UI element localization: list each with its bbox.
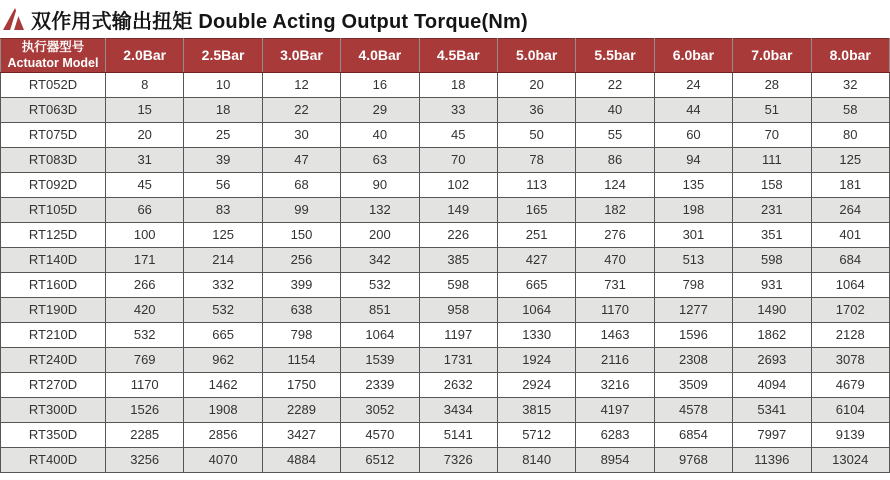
torque-value-cell: 1462 — [184, 372, 262, 397]
torque-value-cell: 200 — [341, 222, 419, 247]
model-cell: RT190D — [1, 297, 106, 322]
torque-value-cell: 18 — [419, 72, 497, 97]
torque-value-cell: 3434 — [419, 397, 497, 422]
torque-value-cell: 1170 — [576, 297, 654, 322]
model-cell: RT125D — [1, 222, 106, 247]
torque-value-cell: 420 — [106, 297, 184, 322]
pressure-column-header: 2.0Bar — [106, 39, 184, 73]
pressure-column-header: 3.0Bar — [262, 39, 340, 73]
torque-value-cell: 264 — [811, 197, 889, 222]
torque-value-cell: 63 — [341, 147, 419, 172]
model-cell: RT240D — [1, 347, 106, 372]
table-row — [1, 397, 890, 422]
torque-value-cell: 30 — [262, 122, 340, 147]
torque-value-cell: 1731 — [419, 347, 497, 372]
torque-value-cell: 399 — [262, 272, 340, 297]
torque-value-cell: 56 — [184, 172, 262, 197]
torque-value-cell: 94 — [654, 147, 732, 172]
torque-value-cell: 58 — [811, 97, 889, 122]
torque-value-cell: 851 — [341, 297, 419, 322]
torque-value-cell: 301 — [654, 222, 732, 247]
torque-value-cell: 9768 — [654, 447, 732, 472]
torque-value-cell: 149 — [419, 197, 497, 222]
model-column-header — [1, 39, 106, 73]
torque-value-cell: 1330 — [497, 322, 575, 347]
pressure-column-header: 4.5Bar — [419, 39, 497, 73]
torque-value-cell: 1463 — [576, 322, 654, 347]
torque-value-cell: 1064 — [497, 297, 575, 322]
torque-value-cell: 351 — [733, 222, 811, 247]
torque-value-cell: 111 — [733, 147, 811, 172]
torque-value-cell: 401 — [811, 222, 889, 247]
torque-value-cell: 70 — [733, 122, 811, 147]
torque-value-cell: 8140 — [497, 447, 575, 472]
torque-value-cell: 1064 — [811, 272, 889, 297]
torque-value-cell: 66 — [106, 197, 184, 222]
torque-value-cell: 1908 — [184, 397, 262, 422]
table-row — [1, 222, 890, 247]
torque-value-cell: 1526 — [106, 397, 184, 422]
torque-value-cell: 2308 — [654, 347, 732, 372]
torque-value-cell: 12 — [262, 72, 340, 97]
torque-value-cell: 1277 — [654, 297, 732, 322]
torque-value-cell: 2693 — [733, 347, 811, 372]
torque-value-cell: 1539 — [341, 347, 419, 372]
model-cell: RT160D — [1, 272, 106, 297]
torque-value-cell: 6283 — [576, 422, 654, 447]
torque-value-cell: 5141 — [419, 422, 497, 447]
torque-value-cell: 9139 — [811, 422, 889, 447]
torque-value-cell: 931 — [733, 272, 811, 297]
torque-table — [0, 38, 890, 473]
model-cell: RT083D — [1, 147, 106, 172]
torque-value-cell: 7997 — [733, 422, 811, 447]
table-body — [1, 72, 890, 472]
torque-value-cell: 332 — [184, 272, 262, 297]
torque-value-cell: 18 — [184, 97, 262, 122]
torque-value-cell: 3216 — [576, 372, 654, 397]
torque-value-cell: 266 — [106, 272, 184, 297]
model-cell: RT210D — [1, 322, 106, 347]
torque-value-cell: 769 — [106, 347, 184, 372]
table-row — [1, 447, 890, 472]
torque-value-cell: 86 — [576, 147, 654, 172]
torque-value-cell: 24 — [654, 72, 732, 97]
torque-value-cell: 28 — [733, 72, 811, 97]
model-cell: RT092D — [1, 172, 106, 197]
table-row — [1, 322, 890, 347]
table-row — [1, 72, 890, 97]
torque-value-cell: 2924 — [497, 372, 575, 397]
torque-value-cell: 251 — [497, 222, 575, 247]
torque-value-cell: 2289 — [262, 397, 340, 422]
pressure-column-header: 2.5Bar — [184, 39, 262, 73]
torque-value-cell: 45 — [419, 122, 497, 147]
torque-value-cell: 5712 — [497, 422, 575, 447]
torque-value-cell: 1924 — [497, 347, 575, 372]
torque-value-cell: 2632 — [419, 372, 497, 397]
model-cell: RT052D — [1, 72, 106, 97]
torque-value-cell: 158 — [733, 172, 811, 197]
torque-value-cell: 2285 — [106, 422, 184, 447]
torque-value-cell: 598 — [733, 247, 811, 272]
torque-value-cell: 3052 — [341, 397, 419, 422]
torque-value-cell: 10 — [184, 72, 262, 97]
torque-value-cell: 214 — [184, 247, 262, 272]
torque-value-cell: 100 — [106, 222, 184, 247]
torque-value-cell: 427 — [497, 247, 575, 272]
pressure-column-header: 8.0bar — [811, 39, 889, 73]
torque-value-cell: 165 — [497, 197, 575, 222]
model-cell: RT140D — [1, 247, 106, 272]
torque-value-cell: 150 — [262, 222, 340, 247]
torque-value-cell: 4197 — [576, 397, 654, 422]
torque-value-cell: 198 — [654, 197, 732, 222]
torque-value-cell: 513 — [654, 247, 732, 272]
torque-value-cell: 226 — [419, 222, 497, 247]
torque-value-cell: 11396 — [733, 447, 811, 472]
model-cell: RT300D — [1, 397, 106, 422]
table-row — [1, 347, 890, 372]
table-row — [1, 97, 890, 122]
torque-value-cell: 532 — [184, 297, 262, 322]
torque-value-cell: 598 — [419, 272, 497, 297]
model-cell: RT063D — [1, 97, 106, 122]
torque-value-cell: 532 — [106, 322, 184, 347]
torque-value-cell: 60 — [654, 122, 732, 147]
torque-value-cell: 1596 — [654, 322, 732, 347]
pressure-column-header: 7.0bar — [733, 39, 811, 73]
torque-value-cell: 342 — [341, 247, 419, 272]
table-row — [1, 422, 890, 447]
torque-value-cell: 125 — [184, 222, 262, 247]
torque-value-cell: 2339 — [341, 372, 419, 397]
torque-value-cell: 83 — [184, 197, 262, 222]
table-row — [1, 122, 890, 147]
torque-value-cell: 40 — [576, 97, 654, 122]
torque-value-cell: 15 — [106, 97, 184, 122]
table-header-row — [1, 39, 890, 73]
model-cell: RT350D — [1, 422, 106, 447]
torque-value-cell: 13024 — [811, 447, 889, 472]
torque-value-cell: 36 — [497, 97, 575, 122]
torque-value-cell: 684 — [811, 247, 889, 272]
torque-value-cell: 50 — [497, 122, 575, 147]
torque-value-cell: 78 — [497, 147, 575, 172]
torque-value-cell: 1170 — [106, 372, 184, 397]
torque-value-cell: 181 — [811, 172, 889, 197]
torque-value-cell: 2856 — [184, 422, 262, 447]
torque-value-cell: 665 — [184, 322, 262, 347]
torque-value-cell: 231 — [733, 197, 811, 222]
torque-value-cell: 22 — [576, 72, 654, 97]
table-row — [1, 197, 890, 222]
torque-value-cell: 39 — [184, 147, 262, 172]
torque-value-cell: 1064 — [341, 322, 419, 347]
torque-value-cell: 45 — [106, 172, 184, 197]
model-column-header-zh: 执行器型号 — [21, 40, 85, 54]
torque-value-cell: 4094 — [733, 372, 811, 397]
torque-value-cell: 16 — [341, 72, 419, 97]
torque-value-cell: 8 — [106, 72, 184, 97]
torque-value-cell: 1154 — [262, 347, 340, 372]
model-cell: RT105D — [1, 197, 106, 222]
page-title: 双作用式输出扭矩 Double Acting Output Torque(Nm) — [31, 10, 528, 33]
torque-value-cell: 276 — [576, 222, 654, 247]
torque-value-cell: 1862 — [733, 322, 811, 347]
torque-value-cell: 124 — [576, 172, 654, 197]
torque-value-cell: 532 — [341, 272, 419, 297]
pressure-column-header: 6.0bar — [654, 39, 732, 73]
torque-value-cell: 113 — [497, 172, 575, 197]
torque-value-cell: 20 — [106, 122, 184, 147]
brand-logo-icon — [2, 6, 24, 32]
torque-value-cell: 90 — [341, 172, 419, 197]
table-row — [1, 372, 890, 397]
pressure-column-header: 5.0bar — [497, 39, 575, 73]
torque-value-cell: 6854 — [654, 422, 732, 447]
torque-value-cell: 256 — [262, 247, 340, 272]
pressure-column-header: 4.0Bar — [341, 39, 419, 73]
torque-value-cell: 31 — [106, 147, 184, 172]
table-row — [1, 172, 890, 197]
torque-value-cell: 958 — [419, 297, 497, 322]
torque-value-cell: 20 — [497, 72, 575, 97]
model-cell: RT270D — [1, 372, 106, 397]
torque-value-cell: 32 — [811, 72, 889, 97]
torque-value-cell: 25 — [184, 122, 262, 147]
torque-value-cell: 29 — [341, 97, 419, 122]
torque-value-cell: 1750 — [262, 372, 340, 397]
torque-value-cell: 3509 — [654, 372, 732, 397]
torque-value-cell: 2128 — [811, 322, 889, 347]
torque-value-cell: 5341 — [733, 397, 811, 422]
torque-value-cell: 4884 — [262, 447, 340, 472]
torque-value-cell: 80 — [811, 122, 889, 147]
torque-value-cell: 6512 — [341, 447, 419, 472]
torque-value-cell: 132 — [341, 197, 419, 222]
model-cell: RT075D — [1, 122, 106, 147]
table-row — [1, 272, 890, 297]
torque-value-cell: 3078 — [811, 347, 889, 372]
torque-value-cell: 1702 — [811, 297, 889, 322]
torque-value-cell: 182 — [576, 197, 654, 222]
pressure-column-header: 5.5bar — [576, 39, 654, 73]
torque-value-cell: 8954 — [576, 447, 654, 472]
torque-value-cell: 6104 — [811, 397, 889, 422]
model-column-header-en: Actuator Model — [7, 56, 99, 71]
torque-value-cell: 3815 — [497, 397, 575, 422]
torque-value-cell: 33 — [419, 97, 497, 122]
table-row — [1, 147, 890, 172]
torque-value-cell: 3256 — [106, 447, 184, 472]
table-row — [1, 247, 890, 272]
torque-value-cell: 68 — [262, 172, 340, 197]
torque-value-cell: 55 — [576, 122, 654, 147]
torque-value-cell: 70 — [419, 147, 497, 172]
torque-value-cell: 962 — [184, 347, 262, 372]
torque-value-cell: 125 — [811, 147, 889, 172]
torque-value-cell: 665 — [497, 272, 575, 297]
torque-value-cell: 1490 — [733, 297, 811, 322]
torque-value-cell: 47 — [262, 147, 340, 172]
torque-value-cell: 470 — [576, 247, 654, 272]
table-row — [1, 297, 890, 322]
torque-value-cell: 4578 — [654, 397, 732, 422]
torque-value-cell: 385 — [419, 247, 497, 272]
torque-value-cell: 798 — [262, 322, 340, 347]
torque-value-cell: 4070 — [184, 447, 262, 472]
title-bar — [0, 0, 890, 38]
torque-value-cell: 40 — [341, 122, 419, 147]
torque-value-cell: 135 — [654, 172, 732, 197]
torque-value-cell: 3427 — [262, 422, 340, 447]
torque-value-cell: 4679 — [811, 372, 889, 397]
torque-value-cell: 1197 — [419, 322, 497, 347]
torque-value-cell: 4570 — [341, 422, 419, 447]
torque-value-cell: 171 — [106, 247, 184, 272]
torque-value-cell: 99 — [262, 197, 340, 222]
model-cell: RT400D — [1, 447, 106, 472]
torque-value-cell: 7326 — [419, 447, 497, 472]
torque-value-cell: 102 — [419, 172, 497, 197]
torque-value-cell: 51 — [733, 97, 811, 122]
torque-value-cell: 638 — [262, 297, 340, 322]
torque-value-cell: 2116 — [576, 347, 654, 372]
torque-value-cell: 44 — [654, 97, 732, 122]
torque-value-cell: 731 — [576, 272, 654, 297]
torque-value-cell: 798 — [654, 272, 732, 297]
torque-value-cell: 22 — [262, 97, 340, 122]
